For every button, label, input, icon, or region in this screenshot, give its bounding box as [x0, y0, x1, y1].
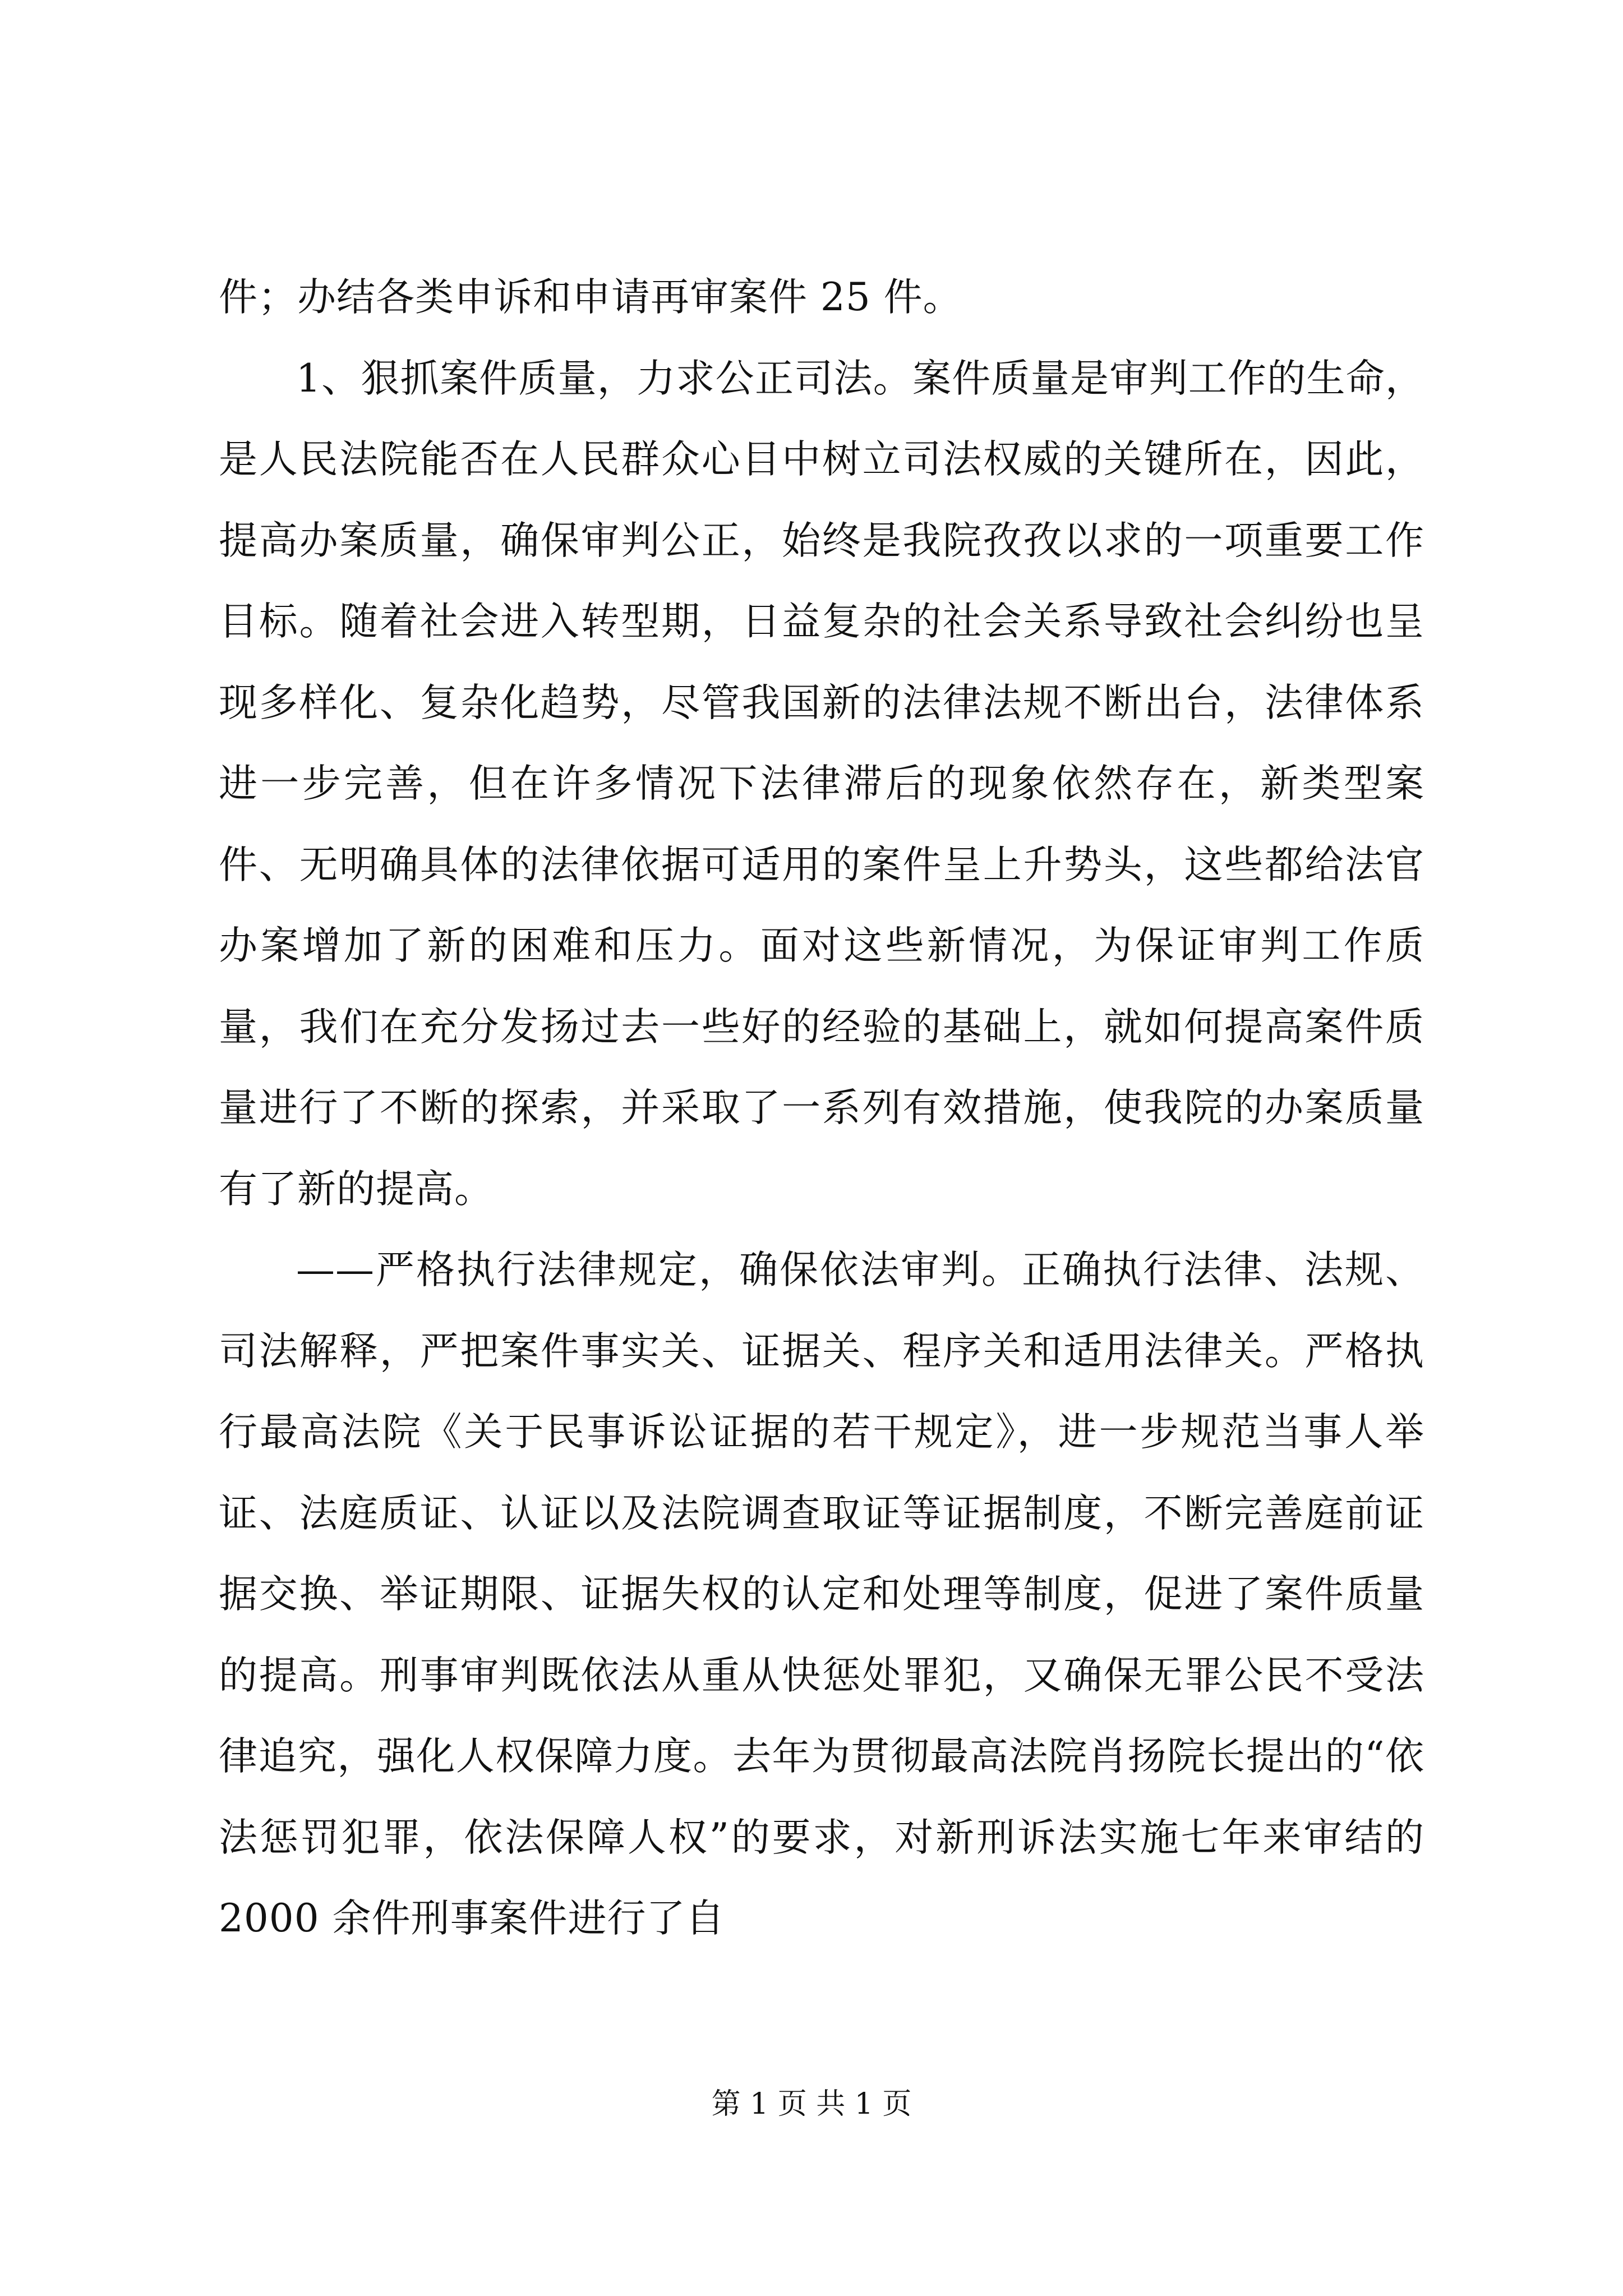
paragraph-3: ——严格执行法律规定，确保依法审判。正确执行法律、法规、司法解释，严把案件事实关、证据关、程序关和适用法律关。严格执行最高法院《关于民事诉讼证据的若干规定》，进一步规范当事人举证、法庭质证、认证以及法院调查取证等证据制度，不断完善庭前证据交换、举证期限、证据失权的认定和处理等制度，促进了案件质量的提高。刑事审判既依法从重从快惩处罪犯，又确保无罪公民不受法律追究，强化人权保障力度。去年为贯彻最高法院肖扬院长提出的“依法惩罚犯罪，依法保障人权”的要求，对新刑诉法实施七年来审结的 2000 余件刑事案件进行了自	[219, 1248, 1424, 1941]
paragraph-1: 件；办结各类申诉和申请再审案件 25 件。	[219, 275, 962, 320]
paragraph-2: 1、狠抓案件质量，力求公正司法。案件质量是审判工作的生命，是人民法院能否在人民群众心目中树立司法权威的关键所在，因此，提高办案质量，确保审判公正，始终是我院孜孜以求的一项重要工作目标。随着社会进入转型期，日益复杂的社会关系导致社会纠纷也呈现多样化、复杂化趋势，尽管我国新的法律法规不断出台，法律体系进一步完善，但在许多情况下法律滞后的现象依然存在，新类型案件、无明确具体的法律依据可适用的案件呈上升势头，这些都给法官办案增加了新的困难和压力。面对这些新情况，为保证审判工作质量，我们在充分发扬过去一些好的经验的基础上，就如何提高案件质量进行了不断的探索，并采取了一系列有效措施，使我院的办案质量有了新的提高。	[219, 356, 1424, 1212]
page-footer: 第 1 页 共 1 页	[711, 2087, 912, 2121]
body-text	[219, 257, 1424, 1959]
